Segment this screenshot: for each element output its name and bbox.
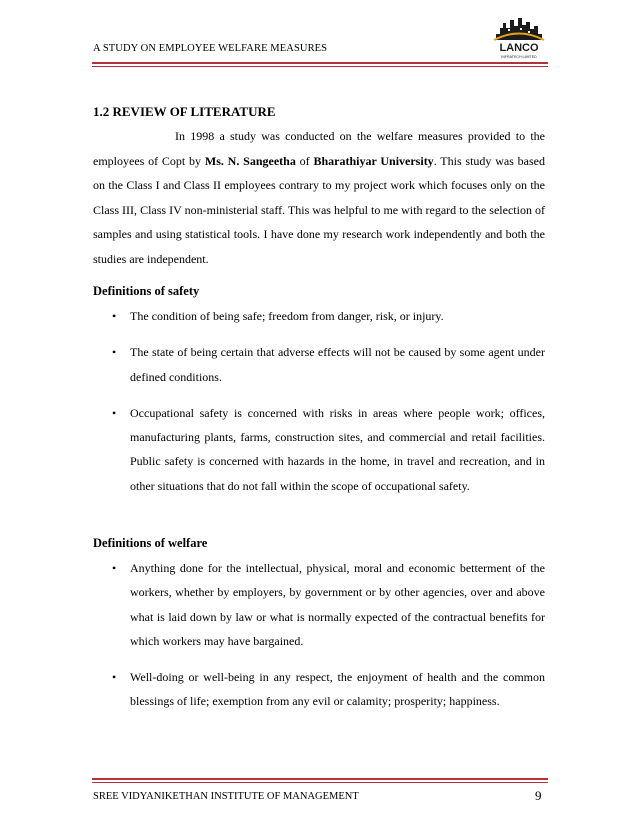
bullet-icon: • (112, 561, 117, 575)
bullet-icon: • (112, 309, 117, 323)
welfare-heading: Definitions of welfare (93, 536, 208, 550)
page-number: 9 (535, 788, 542, 803)
bullet-icon: • (112, 670, 117, 685)
svg-text:INFRATECH LIMITED: INFRATECH LIMITED (501, 55, 537, 59)
list-item: • The condition of being safe; freedom from danger, risk, or injury. (93, 304, 545, 328)
author-name: Ms. N. Sangeetha (204, 153, 296, 168)
header-divider-thin (92, 66, 548, 67)
list-item: • Anything done for the intellectual, physical, moral and economic betterment of the workers, whether by employers, by government or by other agencies, over and above what is laid down by law or what is normally expected of the contractual benefits for which workers may have bargained. (93, 556, 545, 653)
section-heading: 1.2 REVIEW OF LITERATURE (93, 104, 276, 119)
header-divider (92, 62, 548, 64)
welfare-list (93, 556, 545, 726)
bullet-icon: • (112, 345, 117, 360)
footer-divider-thin (92, 782, 548, 783)
list-item: • Occupational safety is concerned with risks in areas where people work; offices, manufacturing plants, farms, construction sites, and commercial and retail facilities. Public safety is concerned with hazards in the home, in travel and recreation, and in other situations that do not fall within the scope of occupational safety. (93, 401, 545, 498)
svg-text:LANCO: LANCO (499, 42, 539, 54)
footer-divider (92, 778, 548, 780)
list-item: • The state of being certain that adverse effects will not be caused by some agent under defined conditions. (93, 340, 545, 389)
list-item: • Well-doing or well-being in any respect, the enjoyment of health and the common blessings of life; exemption from any evil or calamity; prosperity; happiness. (93, 665, 545, 714)
safety-list (93, 304, 545, 510)
footer-institute: SREE VIDYANIKETHAN INSTITUTE OF MANAGEMENT (93, 791, 359, 802)
company-logo (488, 14, 550, 62)
safety-heading: Definitions of safety (93, 284, 200, 298)
university-name: Bharathiyar University (313, 153, 434, 168)
lanco-logo-icon (488, 14, 550, 62)
running-header-title: A STUDY ON EMPLOYEE WELFARE MEASURES (93, 43, 328, 54)
intro-paragraph: In 1998 a study was conducted on the welfare measures provided to the employees of Copt by Ms. N. Sangeetha of Bharathiyar University. This study was based on the Class I and Class II employees contrary to my project work which focuses only on the Class III, Class IV non-ministerial staff. This was helpful to me with regard to the selection of samples and using statistical tools. I have done my research work independently and both the studies are independent. (93, 129, 546, 266)
bullet-icon: • (112, 405, 117, 420)
